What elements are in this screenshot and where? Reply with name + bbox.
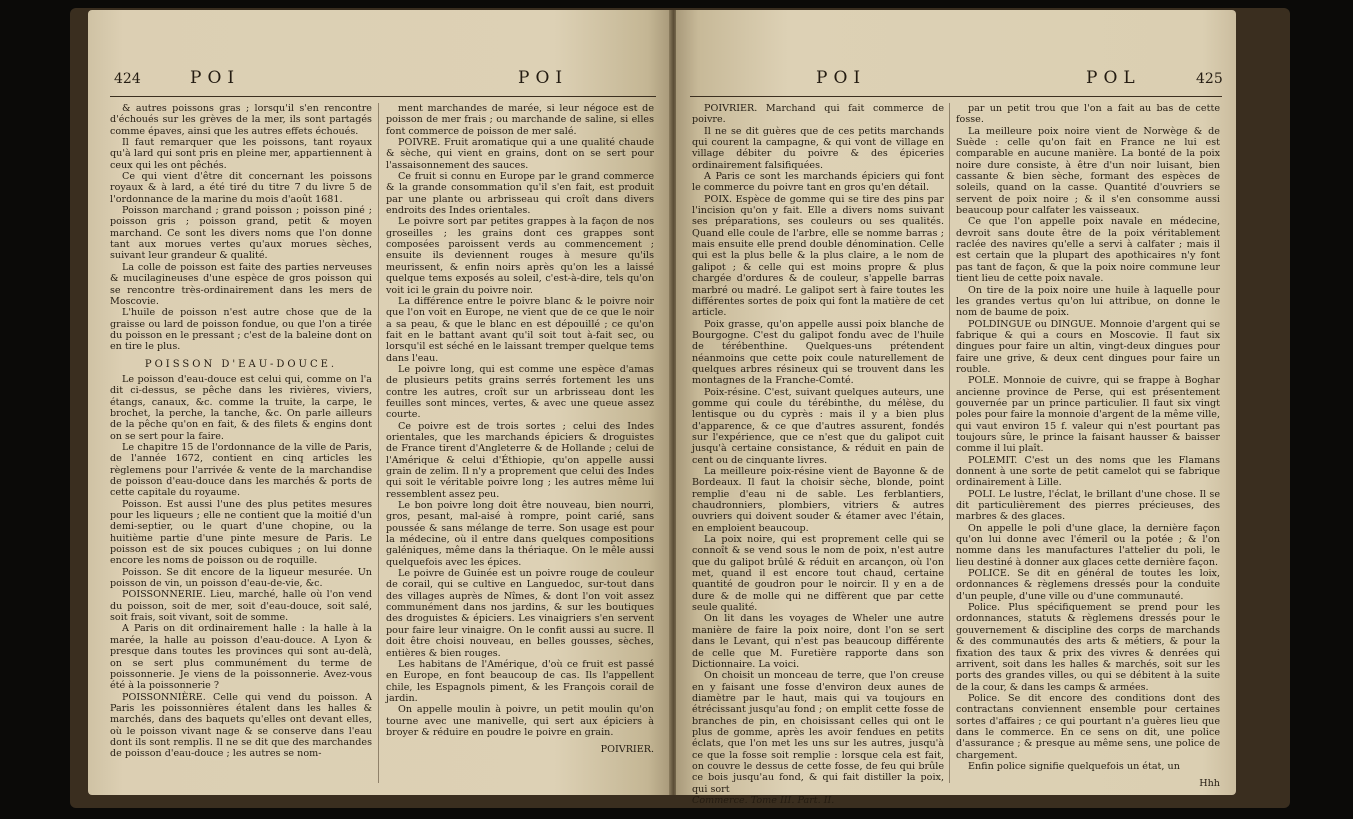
page-number-left: 424 <box>114 71 141 87</box>
paragraph: La meilleure poix noire vient de Norwège & de Suède : celle qu'on fait en France ne lui est comparable en aucune manière. La bonté de la poix noire dure consiste, à être d'un noir luisant, bien cassante & bien sèche, formant des espèces de soleils, quand on la casse. Quantité d'ouvriers se servent de poix noire ; & il s'en consomme aussi beaucoup pour calfater les vaisseaux. <box>956 125 1220 217</box>
paragraph: Le poisson d'eau-douce est celui qui, comme on l'a dit ci-dessus, se pêche dans les rivières, viviers, étangs, canaux, &c. comme la truite, la carpe, le brochet, la perche, la tanche, &c. On parle ailleurs de la pêche qu'on en fait, & des filets & engins dont on se sert pour la faire. <box>110 373 372 442</box>
paragraph: Poisson marchand ; grand poisson ; poisson piné ; poisson gris ; poisson grand, petit & moyen marchand. Ce sont les divers noms que l'on donne tant aux morues vertes qu'aux morues sèches, suivant leur grandeur & qualité. <box>110 205 372 262</box>
column-divider-right <box>949 103 950 783</box>
right-page-column-1 <box>692 103 944 806</box>
column-divider <box>378 103 379 783</box>
paragraph: Poix-résine. C'est, suivant quelques auteurs, une gomme qui coule du térébinthe, du mélèse, du lentisque ou du cyprès : mais il y a bien plus d'apparence, & ce que d'autres assurent, fondés sur l'expérience, que ce n'est que du galipot cuit jusqu'à certaine consistance, & réduit en pain de cent ou de cinquante livres. <box>692 386 944 466</box>
paragraph: POISSONNIÈRE. Celle qui vend du poisson. A Paris les poissonnières étalent dans les halles & marchés, dans des baquets qu'elles ont devant elles, où le poisson vivant nage & se conserve dans l'eau dont ils sont remplis. Il ne se dit que des marchandes de poisson d'eau-douce ; les autres se nom- <box>110 691 372 760</box>
paragraph: La poix noire, qui est proprement celle qui se connoît & se vend sous le nom de poix, n'est autre que du galipot brûlé & réduit en arcançon, où l'on met, quand il est encore tout chaud, certaine quantité de goudron pour le noircir. Il y en a de dure & de molle qui ne diffèrent que par cette seule qualité. <box>692 534 944 614</box>
paragraph: Ce que l'on appelle poix navale en médecine, devroit sans doute être de la poix véritablement raclée des navires qu'elle a servi à calfater ; mais il est certain que la plupart des apothicaires n'y font pas tant de façon, & que la poix noire commune leur tient lieu de cette poix navale. <box>956 216 1220 285</box>
paragraph: POIX. Espèce de gomme qui se tire des pins par l'incision qu'on y fait. Elle a divers noms suivant ses préparations, ses couleurs ou ses qualités. Quand elle coule de l'arbre, elle se nomme barras ; mais ensuite elle prend double dénomination. Celle qui est la plus belle & la plus claire, a le nom de galipot ; & celle qui est moins propre & plus chargée d'ordures & de couleur, s'appelle barras marbré ou madré. Le galipot sert à faire toutes les différentes sortes de poix qui font la matière de cet article. <box>692 193 944 319</box>
paragraph: Il faut remarquer que les poissons, tant royaux qu'à lard qui sont pris en pleine mer, appartiennent à ceux qui les ont pêchés. <box>110 137 372 171</box>
paragraph: On appelle le poli d'une glace, la dernière façon qu'on lui donne avec l'émeril ou la potée ; & l'on nomme dans les manufactures l'attelier du poli, le lieu destiné à donner aux glaces cette dernière façon. <box>956 522 1220 568</box>
left-page-column-2 <box>386 103 654 756</box>
signature-mark: Hhh <box>1199 778 1220 790</box>
paragraph: Ce qui vient d'être dit concernant les poissons royaux & à lard, a été tiré du titre 7 du livre 5 de l'ordonnance de la marine du mois d'août 1681. <box>110 171 372 205</box>
paragraph: Poisson. Se dit encore de la liqueur mesurée. Un poisson de vin, un poisson d'eau-de-vie, &c. <box>110 566 372 590</box>
paragraph: POLDINGUE ou DINGUE. Monnoie d'argent qui se fabrique & qui a cours en Moscovie. Il faut six dingues pour faire un altin, vingt-deux dingues pour faire une grive, & deux cent dingues pour faire un rouble. <box>956 318 1220 375</box>
paragraph: Ce poivre est de trois sortes ; celui des Indes orientales, que les marchands épiciers & droguistes de France tirent d'Angleterre & de Hollande ; celui de l'Amérique & celui d'Éthiopie, qu'on appelle aussi grain de zelim. Il n'y a proprement que celui des Indes qui soit le véritable poivre long ; les autres même lui ressemblent assez peu. <box>386 420 654 500</box>
paragraph: Poisson. Est aussi l'une des plus petites mesures pour les liqueurs ; elle ne contient que la moitié d'un demi-septier, ou le quart d'une chopine, ou la huitième partie d'une pinte mesure de Paris. Le poisson est de six pouces cubiques ; on lui donne encore les noms de poisson ou de roquille. <box>110 498 372 567</box>
paragraph: POLEMIT. C'est un des noms que les Flamans donnent à une sorte de petit camelot qui se fabrique ordinairement à Lille. <box>956 454 1220 489</box>
paragraph: POLI. Le lustre, l'éclat, le brillant d'une chose. Il se dit particulièrement des pierres précieuses, des marbres & des glaces. <box>956 488 1220 523</box>
paragraph: Police. Plus spécifiquement se prend pour les ordonnances, statuts & règlemens dressés pour le gouvernement & discipline des corps de marchands & des communautés des arts & métiers, & pour la fixation des taux & prix des vivres & denrées qui arrivent, soit dans les halles & marchés, soit sur les ports des grandes villes, ou qui se débitent à la suite de la cour, & dans les camps & armées. <box>956 602 1220 693</box>
catchword: POIVRIER. <box>600 744 654 756</box>
paragraph: La différence entre le poivre blanc & le poivre noir que l'on voit en Europe, ne vient que de ce que le noir a sa peau, & que le blanc en est dépouillé ; ce qu'on fait en le battant avant qu'il soit tout à-fait sec, ou lorsqu'il est séché en le laissant tremper quelque tems dans l'eau. <box>386 295 654 364</box>
paragraph: Enfin police signifie quelquefois un état, un <box>968 760 1180 772</box>
paragraph: On appelle moulin à poivre, un petit moulin qu'on tourne avec une manivelle, qui sert aux épiciers à broyer & réduire en poudre le poivre en grain. <box>386 704 654 738</box>
page-footer: Commerce. Tome III. Part. II. <box>692 794 835 806</box>
right-page-column-2 <box>956 103 1220 790</box>
paragraph: POIVRIER. Marchand qui fait commerce de poivre. <box>692 103 944 126</box>
paragraph: Le poivre de Guinée est un poivre rouge de couleur de corail, qui se cultive en Languedoc, sur-tout dans des villages auprès de Nîmes, & dont l'on voit assez communément dans nos jardins, & sur les boutiques des droguistes & épiciers. Les vinaigriers s'en servent pour faire leur vinaigre. On le confit aussi au sucre. Il doit être choisi nouveau, en belles gousses, sèches, entières & bien rouges. <box>386 568 654 659</box>
header-rule-right <box>690 96 1222 97</box>
paragraph: La colle de poisson est faite des parties nerveuses & mucilagineuses d'une espèce de gros poisson qui se rencontre très-ordinairement dans les mers de Moscovie. <box>110 261 372 307</box>
paragraph: Le chapitre 15 de l'ordonnance de la ville de Paris, de l'année 1672, contient en cinq articles les règlemens pour l'arrivée & vente de la marchandise de poisson d'eau-douce dans les marchés & ports de cette capitale du royaume. <box>110 441 372 499</box>
paragraph: par un petit trou que l'on a fait au bas de cette fosse. <box>956 103 1220 126</box>
paragraph: La meilleure poix-résine vient de Bayonne & de Bordeaux. Il faut la choisir sèche, blonde, point remplie d'eau ni de sable. Les ferblantiers, chaudronniers, plombiers, vitriers & autres ouvriers qui doivent souder & étamer avec l'étain, en emploient beaucoup. <box>692 466 944 534</box>
paragraph: POIVRE. Fruit aromatique qui a une qualité chaude & sèche, qui vient en grains, dont on se sert pour l'assaisonnement des sauces. <box>386 137 654 171</box>
paragraph: & autres poissons gras ; lorsqu'il s'en rencontre d'échoués sur les grèves de la mer, ils sont partagés comme épaves, ainsi que les autres effets échoués. <box>110 103 372 137</box>
paragraph: POLE. Monnoie de cuivre, qui se frappe à Boghar ancienne province de Perse, qui est présentement gouvernée par un prince particulier. Il faut six vingt poles pour faire la monnoie d'argent de la même ville, qui vaut environ 15 f. valeur qui n'est pourtant pas toujours sûre, le prince la faisant hausser & baisser comme il lui plaît. <box>956 375 1220 455</box>
left-page-column-1 <box>110 103 372 760</box>
paragraph: A Paris ce sont les marchands épiciers qui font le commerce du poivre tant en gros qu'en détail. <box>692 171 944 194</box>
paragraph: POISSON D'EAU-DOUCE. <box>144 358 338 370</box>
paragraph: Les habitans de l'Amérique, d'où ce fruit est passé en Europe, en font beaucoup de cas. Ils l'appellent chile, les Espagnols piment, & les François corail de jardin. <box>386 658 654 704</box>
paragraph: POLICE. Se dit en général de toutes les loix, ordonnances & règlemens dressés pour la conduite d'un peuple, d'une ville ou d'une communauté. <box>956 568 1220 602</box>
paragraph: Le bon poivre long doit être nouveau, bien nourri, gros, pesant, mal-aisé à rompre, point carié, sans poussée & sans mélange de terre. Son usage est pour la médecine, où il entre dans quelques compositions galéniques, même dans la thériaque. On le mêle aussi quelquefois avec les épices. <box>386 500 654 568</box>
paragraph: Il ne se dit guères que de ces petits marchands qui courent la campagne, & qui vont de village en village débiter du poivre & des épiceries ordinairement falsifiquées. <box>692 125 944 171</box>
page-number-right: 425 <box>1196 71 1223 87</box>
paragraph: L'huile de poisson n'est autre chose que de la graisse ou lard de poisson fondue, ou que l'on a tirée du poisson en le pressant ; c'est de la baleine dont on en tire le plus. <box>110 307 372 353</box>
paragraph: ment marchandes de marée, si leur négoce est de poisson de mer frais ; ou marchande de saline, si elles font commerce de poisson de mer salé. <box>386 103 654 137</box>
running-head-right: POL <box>1086 68 1141 88</box>
left-page <box>88 10 671 795</box>
paragraph: Police. Se dit encore des conditions dont des contractans conviennent ensemble pour certaines sortes d'affaires ; ce qui pourtant n'a guères lieu que dans le commerce. En ce sens on dit, une police d'assurance ; & presque au même sens, une police de chargement. <box>956 692 1220 761</box>
paragraph: POISSONNERIE. Lieu, marché, halle où l'on vend du poisson, soit de mer, soit d'eau-douce, soit salé, soit frais, soit vivant, soit de somme. <box>110 589 372 624</box>
paragraph: A Paris on dit ordinairement halle : la halle à la marée, la halle au poisson d'eau-douce. A Lyon & presque dans toutes les provinces qui sont au-delà, on se sert plus communément du terme de poissonnerie. Je viens de la poissonnerie. Avez-vous été à la poissonnerie ? <box>110 623 372 692</box>
paragraph: Poix grasse, qu'on appelle aussi poix blanche de Bourgogne. C'est du galipot fondu avec de l'huile de térébenthine. Quelques-uns prétendent néanmoins que cette poix coule naturellement de quelques arbres résineux qui se trouvent dans les montagnes de la Franche-Comté. <box>692 318 944 387</box>
paragraph: On lit dans les voyages de Wheler une autre manière de faire la poix noire, dont l'on se sert dans le Levant, qui n'est pas beaucoup différente de celle que M. Furetière rapporte dans son Dictionnaire. La voici. <box>692 613 944 670</box>
header-rule <box>110 96 656 97</box>
paragraph: On tire de la poix noire une huile à laquelle pour les grandes vertus qu'on lui attribue, on donne le nom de baume de poix. <box>956 284 1220 319</box>
paragraph: On choisit un monceau de terre, que l'on creuse en y faisant une fosse d'environ deux aunes de diamètre par le haut, mais qui va toujours en étrécissant jusqu'au fond ; on emplit cette fosse de branches de pin, en choisissant celles qui ont le plus de gomme, après les avoir fendues en petits éclats, que l'on met les uns sur les autres, jusqu'à ce que la fosse soit remplie : lorsque cela est fait, on couvre le dessus de cette fosse, de feu qui brûle ce bois jusqu'au fond, & qui fait distiller la poix, qui sort <box>692 670 944 795</box>
paragraph: Le poivre long, qui est comme une espèce d'amas de plusieurs petits grains serrés fortement les uns contre les autres, croît sur un arbrisseau dont les feuilles sont minces, vertes, & avec une queue assez courte. <box>386 363 654 421</box>
right-page <box>676 10 1236 806</box>
paragraph: Ce fruit si connu en Europe par le grand commerce & la grande consommation qu'il s'en fait, est produit par une plante ou arbrisseau qui croît dans divers endroits des Indes orientales. <box>386 171 654 217</box>
running-head-right-center: POI <box>816 68 867 88</box>
paragraph: Le poivre sort par petites grappes à la façon de nos groseilles ; les grains dont ces grappes sont composées paroissent verds au commencement ; ensuite ils deviennent rouges à mesure qu'ils meurissent, & enfin noirs après qu'on les a laissé quelque tems exposés au soleil, c'est-à-dire, tels qu'on voit ici le grain du poivre noir. <box>386 216 654 296</box>
running-head-left: POI <box>190 68 241 88</box>
running-head-left-center: POI <box>518 68 569 88</box>
